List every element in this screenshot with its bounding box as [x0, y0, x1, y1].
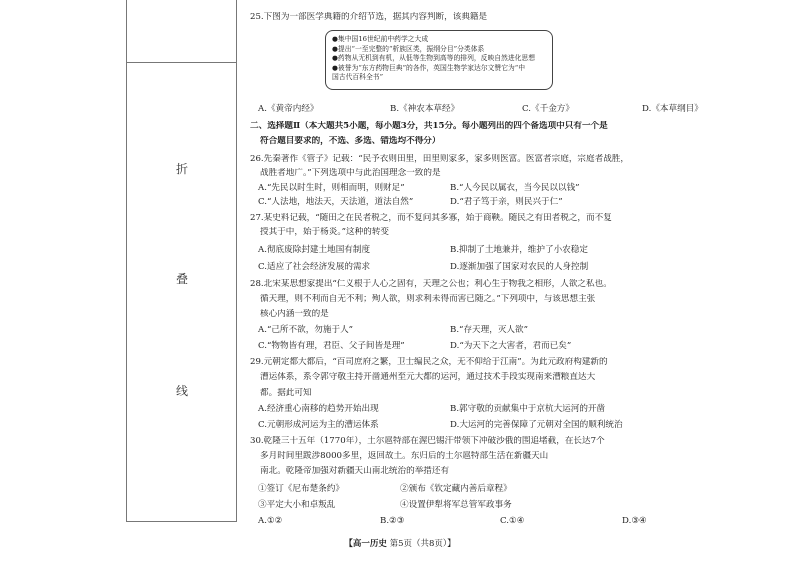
q30-option-b: B.②③	[380, 516, 405, 526]
margin-char-line: 线	[176, 384, 189, 398]
q25-stem: 25.下图为一部医学典籍的介绍节选，据其内容判断，该典籍是	[250, 12, 488, 22]
q30-stem-cont: 多月时间里跋涉8000多里，返回故土。东归后的土尔扈特部生活在新疆天山	[260, 451, 549, 461]
q27-option-d: D.逐渐加强了国家对农民的人身控制	[450, 262, 589, 272]
q28-option-a: A.“己所不欲，勿施于人”	[258, 325, 354, 335]
q29-option-b: B.郭守敬的贡献集中于京杭大运河的开凿	[450, 404, 606, 414]
margin-char-fold: 折	[176, 162, 189, 176]
excerpt-line: 国古代百科全书”	[332, 73, 384, 82]
q30-item-4: ④设置伊犁将军总管军政事务	[400, 500, 512, 510]
q29-option-c: C.元朝形成河运为主的漕运体系	[258, 420, 379, 430]
q30-option-a: A.①②	[258, 516, 283, 526]
q28-stem-cont: 循天理，则不利而自无不利；殉人欲，则求利未得而害已随之。”下列项中，与该思想主张	[260, 294, 596, 304]
q29-stem-cont: 漕运体系，系令郭守敬主持开凿通州至元大都的运河，通过技术手段实现南来漕粮直达大	[260, 372, 596, 382]
q28-option-b: B.“存天理，灭人欲”	[450, 325, 528, 335]
q25-option-c: C.《千金方》	[522, 104, 574, 114]
excerpt-box	[325, 30, 553, 90]
q27-stem: 27.某史料记载，“随田之在民者税之，而不复问其多寡，始于商鞅。随民之有田者税之，而不复	[250, 213, 612, 223]
q28-stem-cont2: 核心内涵一致的是	[260, 309, 329, 319]
q26-option-a: A.“先民以时生时，则相而明，则财足”	[258, 183, 405, 193]
binding-margin	[126, 62, 237, 522]
q26-stem-cont: 战胜者地广。”下列选项中与此治国理念一致的是	[260, 168, 441, 178]
q28-stem: 28.北宋某思想家提出“仁义根于人心之固有，天理之公也；利心生于物我之相形，人欲之私也。	[250, 279, 612, 289]
q30-option-c: C.①④	[500, 516, 525, 526]
q30-item-2: ②颁布《钦定藏内善后章程》	[400, 484, 512, 494]
q30-item-1: ①签订《尼布楚条约》	[258, 484, 344, 494]
q27-option-c: C.适应了社会经济发展的需求	[258, 262, 371, 272]
q26-option-d: D.“君子笃于亲，则民兴于仁”	[450, 197, 563, 207]
q28-option-d: D.“为天下之大害者，君而已矣”	[450, 341, 572, 351]
q26-option-c: C.“人法地，地法天，天法道，道法自然”	[258, 197, 414, 207]
q30-item-3: ③平定大小和卓叛乱	[258, 500, 336, 510]
q30-option-d: D.③④	[622, 516, 647, 526]
q26-option-b: B.“人今民以属衣，当今民以以钱”	[450, 183, 580, 193]
footer-subject: 【高一历史	[344, 539, 387, 549]
page-footer	[0, 537, 800, 549]
q30-stem: 30.乾隆三十五年（1770年），土尔扈特部在渥巴锡汗带领下冲破沙俄的围追堵截，在长达7个	[250, 436, 605, 446]
q25-option-a: A.《黄帝内经》	[258, 104, 319, 114]
excerpt-line: ●集中国16世纪前中药学之大成	[332, 35, 429, 43]
q30-stem-cont2: 南北。乾隆帝加强对新疆天山南北统治的举措还有	[260, 466, 450, 476]
q29-stem-cont2: 都。据此可知	[260, 388, 312, 398]
q28-option-c: C.“物物皆有理，君臣、父子间皆是理”	[258, 341, 405, 351]
q29-option-d: D.大运河的完善保障了元朝对全国的顺利统治	[450, 420, 623, 430]
footer-page-number: 第5页（共8页）】	[389, 539, 456, 549]
section-2-heading: 二、选择题Ⅱ（本大题共5小题，每小题3分，共15分。每小题列出的四个备选项中只有一个是	[250, 121, 608, 131]
q27-option-b: B.抑制了土地兼并，维护了小农稳定	[450, 245, 588, 255]
excerpt-line: ●被誉为“东方药物巨典”的各作，英国生物学家达尔文赞它为“中	[332, 63, 526, 72]
excerpt-line: ●提出“一至完整的“析族区类，振纲分目”分类体系	[332, 44, 485, 53]
excerpt-line: ●药物从无机到有机，从低等生物到高等的排列，反映自然进化思想	[332, 54, 536, 63]
q29-option-a: A.经济重心南移的趋势开始出现	[258, 404, 379, 414]
margin-char-stack: 叠	[176, 272, 189, 286]
q25-option-b: B.《神农本草经》	[390, 104, 460, 114]
q27-option-a: A.彻底废除封建土地国有制度	[258, 245, 371, 255]
q26-stem: 26.先秦著作《管子》记载：“民予衣则田里，田里则家多，家多则医富。医富者宗庭，宗庭者战胜，	[250, 154, 629, 164]
margin-line	[236, 0, 237, 62]
section-2-heading-cont: 符合题目要求的，不选、多选、错选均不得分）	[260, 136, 441, 146]
q27-stem-cont: 授其于中，始于杨炎。”这种的转变	[260, 227, 390, 237]
q29-stem: 29.元朝定都大都后，“百司庶府之繁，卫士编民之众，无不仰给于江南”。为此元政府构建新的	[250, 357, 608, 367]
margin-line	[126, 0, 127, 62]
q25-option-d: D.《本草纲目》	[642, 104, 703, 114]
